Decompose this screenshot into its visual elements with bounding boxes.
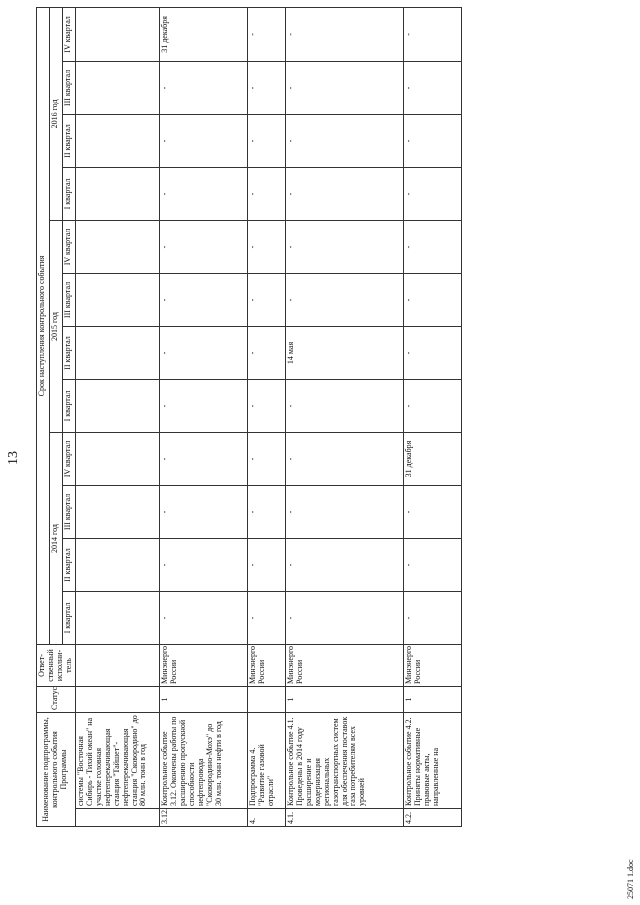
page-number: 13 <box>6 451 21 465</box>
quarter-cell: - <box>159 591 247 644</box>
quarter-cell: - <box>159 273 247 326</box>
header-quarter: III квартал <box>62 485 75 538</box>
quarter-cell: - <box>403 7 461 61</box>
header-quarter: IV квартал <box>62 220 75 273</box>
quarter-cell: - <box>247 114 285 167</box>
quarter-cell: - <box>403 485 461 538</box>
quarter-cell: - <box>159 167 247 220</box>
quarter-cell: - <box>247 432 285 485</box>
quarter-cell: - <box>285 485 403 538</box>
quarter-cell: - <box>403 379 461 432</box>
quarter-cell: - <box>403 61 461 114</box>
header-name: Наименование подпрограммы, контрольного события Программы <box>37 712 76 826</box>
quarter-cell: - <box>403 220 461 273</box>
quarter-cell: - <box>159 220 247 273</box>
quarter-cell: - <box>403 167 461 220</box>
table-body <box>75 7 461 826</box>
quarter-cell: - <box>285 379 403 432</box>
row-number: 4.1. <box>285 809 403 827</box>
table-row <box>403 7 461 826</box>
header-quarter: II квартал <box>62 538 75 591</box>
file-footer: 25071 1.doc <box>626 859 635 899</box>
quarter-cell: - <box>403 591 461 644</box>
row-name: системы "Восточная Сибирь - Тихий океан" на участке головная нефтеперекачивающая станция "Тайшет"-нефтеперекачивающая станция "Сковородино" до 80 млн. тонн в год <box>75 712 159 808</box>
header-quarter: II квартал <box>62 326 75 379</box>
quarter-cell <box>75 220 159 273</box>
row-status: 1 <box>403 686 461 712</box>
table-row <box>247 7 285 826</box>
row-number: 3.12. <box>159 809 247 827</box>
header-year-2014: 2014 год <box>49 432 62 644</box>
row-status <box>75 686 159 712</box>
quarter-cell <box>75 485 159 538</box>
quarter-cell: - <box>285 167 403 220</box>
quarter-cell: - <box>247 61 285 114</box>
quarter-cell: - <box>247 591 285 644</box>
quarter-cell: - <box>159 379 247 432</box>
schedule-table <box>36 7 462 827</box>
row-status: 1 <box>159 686 247 712</box>
table-row <box>159 7 247 826</box>
header-quarter: III квартал <box>62 61 75 114</box>
header-year-2016: 2016 год <box>49 7 62 220</box>
header-status: Статус <box>37 686 76 712</box>
row-name: Подпрограмма 4. "Развитие газовой отрасли" <box>247 712 285 808</box>
quarter-cell: - <box>247 538 285 591</box>
row-status: 1 <box>285 686 403 712</box>
row-number: 4. <box>247 809 285 827</box>
row-name: Контрольное событие 4.1. Проведены в 2014 году расширение и модернизация региональных газотранспортных систем для обеспечения поставок газа потребителям всех уровней <box>285 712 403 808</box>
row-responsible: Минэнерго России <box>403 644 461 686</box>
quarter-cell <box>75 273 159 326</box>
header-quarter: III квартал <box>62 273 75 326</box>
quarter-cell: - <box>403 273 461 326</box>
table-row <box>75 7 159 826</box>
quarter-cell <box>75 114 159 167</box>
quarter-cell: - <box>285 273 403 326</box>
header-responsible: Ответ-ственный исполни-тель <box>37 644 76 686</box>
row-number <box>75 809 159 827</box>
header-quarter: IV квартал <box>62 7 75 61</box>
quarter-cell: 14 мая <box>285 326 403 379</box>
quarter-cell <box>75 591 159 644</box>
quarter-cell: - <box>285 7 403 61</box>
quarter-cell: - <box>247 220 285 273</box>
row-responsible: Минэнерго России <box>247 644 285 686</box>
quarter-cell: - <box>285 432 403 485</box>
row-responsible: Минэнерго России <box>285 644 403 686</box>
quarter-cell: - <box>159 538 247 591</box>
quarter-cell <box>75 61 159 114</box>
quarter-cell: - <box>159 61 247 114</box>
header-quarter: I квартал <box>62 591 75 644</box>
header-quarter: IV квартал <box>62 432 75 485</box>
quarter-cell <box>75 7 159 61</box>
row-number: 4.2. <box>403 809 461 827</box>
quarter-cell: - <box>247 379 285 432</box>
quarter-cell: - <box>403 326 461 379</box>
quarter-cell: - <box>159 326 247 379</box>
quarter-cell: - <box>285 61 403 114</box>
header-quarter: I квартал <box>62 167 75 220</box>
quarter-cell: - <box>247 485 285 538</box>
header-quarter: II квартал <box>62 114 75 167</box>
quarter-cell: - <box>403 538 461 591</box>
quarter-cell: - <box>285 114 403 167</box>
quarter-cell: - <box>403 114 461 167</box>
row-responsible: Минэнерго России <box>159 644 247 686</box>
row-responsible <box>75 644 159 686</box>
quarter-cell: - <box>159 432 247 485</box>
row-name: Контрольное событие 4.2. Приняты нормативные правовые акты, направленные на <box>403 712 461 808</box>
header-quarter: I квартал <box>62 379 75 432</box>
quarter-cell: 31 декабря <box>403 432 461 485</box>
header-deadline: Срок наступления контрольного события <box>37 7 50 644</box>
quarter-cell: - <box>285 538 403 591</box>
table-row <box>285 7 403 826</box>
header-year-2015: 2015 год <box>49 220 62 432</box>
quarter-cell <box>75 326 159 379</box>
quarter-cell: - <box>285 591 403 644</box>
quarter-cell: - <box>247 7 285 61</box>
quarter-cell: - <box>247 326 285 379</box>
quarter-cell: - <box>159 485 247 538</box>
quarter-cell <box>75 379 159 432</box>
quarter-cell: - <box>159 114 247 167</box>
quarter-cell: - <box>285 220 403 273</box>
quarter-cell <box>75 432 159 485</box>
quarter-cell: 31 декабря <box>159 7 247 61</box>
quarter-cell <box>75 167 159 220</box>
quarter-cell <box>75 538 159 591</box>
row-name: Контрольное событие 3.12. Окончены работы по расширению пропускной способности нефтепровода "Сковородино-Мохэ" до 30 млн. тонн нефти в год <box>159 712 247 808</box>
row-status <box>247 686 285 712</box>
quarter-cell: - <box>247 273 285 326</box>
quarter-cell: - <box>247 167 285 220</box>
